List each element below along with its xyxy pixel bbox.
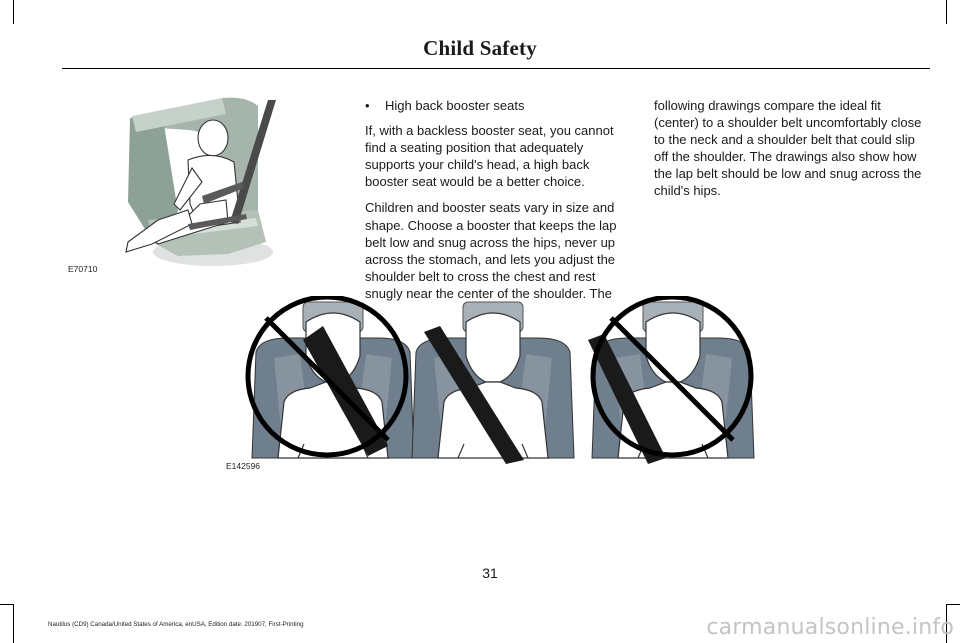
bullet-text: High back booster seats (385, 98, 525, 113)
crop-mark-top-right-v (946, 0, 947, 24)
watermark: carmanualsonline.info (706, 615, 954, 640)
header-rule (62, 68, 930, 69)
paragraph: If, with a backless booster seat, you cannot find a seating position that adequately supports your child's head, a high back booster seat would be a better choice. (365, 123, 614, 190)
paragraph: Children and booster seats vary in size and shape. Choose a booster that keeps the lap belt low and snug across the hips, never up across the stomach, and lets you adjust the shoulder belt to cross the chest and rest snugly near the center of the shoulder. The (365, 200, 617, 301)
page-title: Child Safety (423, 36, 537, 60)
crop-mark-bottom-left-v (13, 604, 14, 643)
edition-footer: Nautilus (CD9) Canada/United States of America, enUSA, Edition date: 201907, First-Printing (48, 621, 304, 628)
figure-code-bottom: E142596 (226, 461, 261, 471)
belt-fit-comparison-illustration (228, 296, 758, 468)
paragraph: following drawings compare the ideal fit (center) to a shoulder belt uncomfortably close to the neck and a shoulder belt that could slip off the shoulder. The drawings also show how the lap belt should be low and snug across the child's hips. (654, 98, 922, 199)
figure-code-top: E70710 (68, 264, 98, 274)
text-column-right (654, 97, 928, 209)
booster-seat-illustration (118, 92, 278, 270)
page-number: 31 (482, 565, 498, 581)
crop-mark-top-left-v (13, 0, 14, 24)
bullet-marker: • (365, 98, 370, 113)
crop-mark-bottom-left-h (0, 604, 14, 605)
bullet-item (365, 97, 633, 114)
text-column-middle (365, 97, 633, 311)
crop-mark-bottom-right-h (946, 604, 960, 605)
